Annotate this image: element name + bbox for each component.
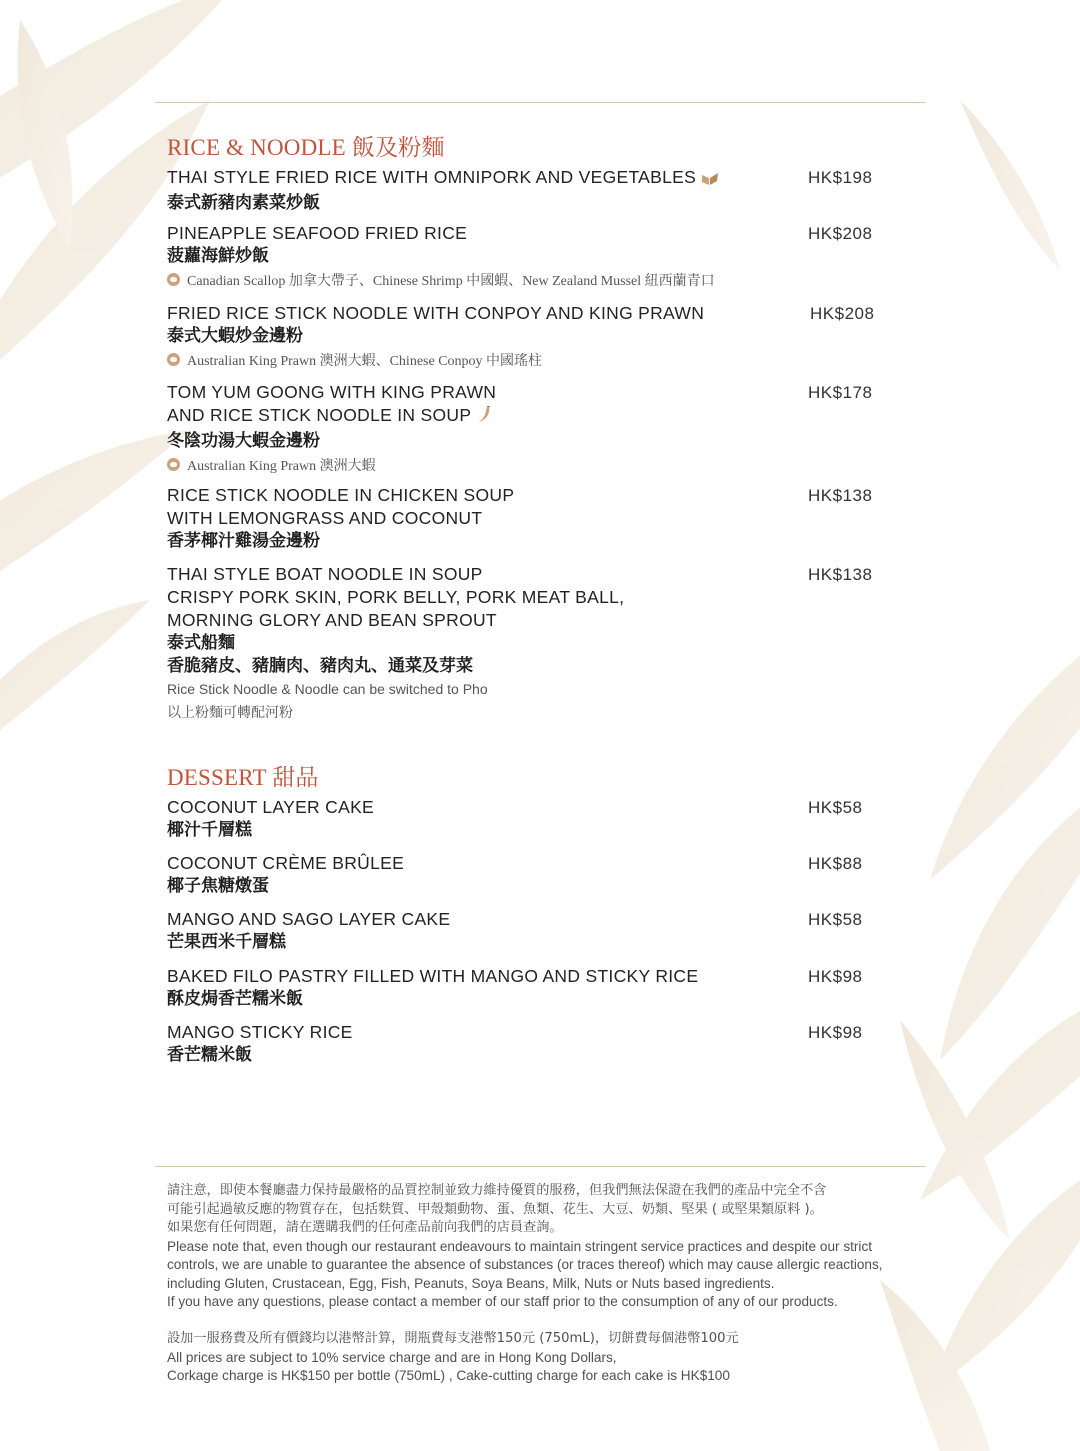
switch-note-zh: 以上粉麵可轉配河粉 [167,704,293,720]
allergy-notice [167,1182,927,1312]
item-name: BAKED FILO PASTRY FILLED WITH MANGO AND STICKY RICE [167,966,699,986]
switch-note: Rice Stick Noodle & Noodle can be switched to Pho [167,681,488,697]
item-price: HK$88 [808,854,863,873]
ingredient-note: Canadian Scallop 加拿大帶子、Chinese Shrimp 中國蝦、New Zealand Mussel 紐西蘭青口 [167,273,927,291]
item-name: TOM YUM GOONG WITH KING PRAWN [167,382,497,402]
item-description: CRISPY PORK SKIN, PORK BELLY, PORK MEAT BALL, [167,587,625,607]
item-name-zh: 泰式新豬肉素菜炒飯 [167,193,320,213]
ingredient-note: Australian King Prawn 澳洲大蝦 [167,458,927,476]
allergy-text-zh: 可能引起過敏反應的物質存在，包括麩質、甲殼類動物、蛋、魚類、花生、大豆、奶類、堅果 ( 或堅果類原料 )。 [167,1201,823,1217]
item-name-zh: 酥皮焗香芒糯米飯 [167,989,303,1009]
allergy-text-en: including Gluten, Crustacean, Egg, Fish, Peanuts, Soya Beans, Milk, Nuts or Nuts based ingredients. [167,1275,775,1291]
charge-notice [167,1330,927,1386]
seafood-icon [167,458,180,471]
section-title-rice-noodle: RICE & NOODLE 飯及粉麵 [167,135,445,160]
menu-item [167,965,927,1011]
ingredient-note: Australian King Prawn 澳洲大蝦、Chinese Conpoy 中國瑤柱 [167,353,927,371]
item-name-zh: 香芒糯米飯 [167,1045,252,1065]
item-name: MANGO AND SAGO LAYER CAKE [167,909,451,929]
menu-item [167,1021,927,1067]
menu-item [167,852,927,898]
item-price: HK$178 [808,383,873,402]
menu-item [167,166,927,215]
charge-text-en: All prices are subject to 10% service charge and are in Hong Kong Dollars, [167,1349,617,1365]
chili-icon [476,406,492,430]
menu-item [167,484,927,553]
item-name-zh: 椰子焦糖燉蛋 [167,876,269,896]
item-name: PINEAPPLE SEAFOOD FRIED RICE [167,223,468,243]
item-price: HK$208 [808,224,873,243]
item-description: MORNING GLORY AND BEAN SPROUT [167,610,497,630]
item-price: HK$208 [810,304,875,323]
menu-item [167,796,927,842]
item-price: HK$138 [808,486,873,505]
item-name: THAI STYLE FRIED RICE WITH OMNIPORK AND VEGETABLES [167,167,697,187]
menu-item [167,222,927,291]
menu-item [167,563,927,724]
allergy-text-en: If you have any questions, please contact a member of our staff prior to the consumption of any of our products. [167,1294,838,1309]
item-name-zh: 芒果西米千層糕 [167,932,286,952]
item-name: COCONUT LAYER CAKE [167,797,375,817]
item-name: MANGO STICKY RICE [167,1022,353,1042]
item-price: HK$98 [808,1023,863,1042]
allergy-text-zh: 請注意，即使本餐廳盡力保持最嚴格的品質控制並致力維持優質的服務，但我們無法保證在我們的產品中完全不含 [167,1183,827,1198]
item-price: HK$58 [808,798,863,817]
item-name-zh: 冬陰功湯大蝦金邊粉 [167,431,320,451]
seafood-icon [167,273,180,286]
item-name-zh: 菠蘿海鮮炒飯 [167,246,269,266]
item-description-zh: 香脆豬皮、豬腩肉、豬肉丸、通菜及芽菜 [167,656,473,676]
seafood-icon [167,353,180,366]
item-price: HK$58 [808,910,863,929]
menu-item [167,908,927,954]
item-name: RICE STICK NOODLE IN CHICKEN SOUP [167,485,515,505]
item-name: AND RICE STICK NOODLE IN SOUP [167,405,472,425]
item-name: COCONUT CRÈME BRÛLEE [167,853,405,873]
item-name-zh: 香茅椰汁雞湯金邊粉 [167,531,320,551]
item-price: HK$198 [808,168,873,187]
top-divider [155,102,926,103]
footer-divider [155,1166,926,1167]
allergy-text-en: controls, we are unable to guarantee the absence of substances (or traces thereof) which may cause allergic reactions, [167,1257,883,1272]
section-title-dessert: DESSERT 甜品 [167,765,319,790]
menu-item [167,381,927,476]
item-name-zh: 泰式船麵 [167,633,235,653]
item-name: THAI STYLE BOAT NOODLE IN SOUP [167,564,483,584]
item-name: WITH LEMONGRASS AND COCONUT [167,508,483,528]
item-name-zh: 泰式大蝦炒金邊粉 [167,326,303,346]
item-price: HK$138 [808,565,873,584]
leaf-icon [701,169,719,192]
item-name: FRIED RICE STICK NOODLE WITH CONPOY AND KING PRAWN [167,303,705,323]
charge-text-zh: 設加一服務費及所有價錢均以港幣計算，開瓶費每支港幣150元 (750mL)，切餅費每個港幣100元 [167,1331,739,1346]
menu-item [167,302,927,371]
item-name-zh: 椰汁千層糕 [167,820,252,840]
allergy-text-zh: 如果您有任何問題，請在選購我們的任何產品前向我們的店員查詢。 [167,1220,563,1235]
charge-text-en: Corkage charge is HK$150 per bottle (750mL) , Cake-cutting charge for each cake is HK$100 [167,1368,730,1383]
item-price: HK$98 [808,967,863,986]
allergy-text-en: Please note that, even though our restaurant endeavours to maintain stringent service practices and despite our strict [167,1238,873,1254]
